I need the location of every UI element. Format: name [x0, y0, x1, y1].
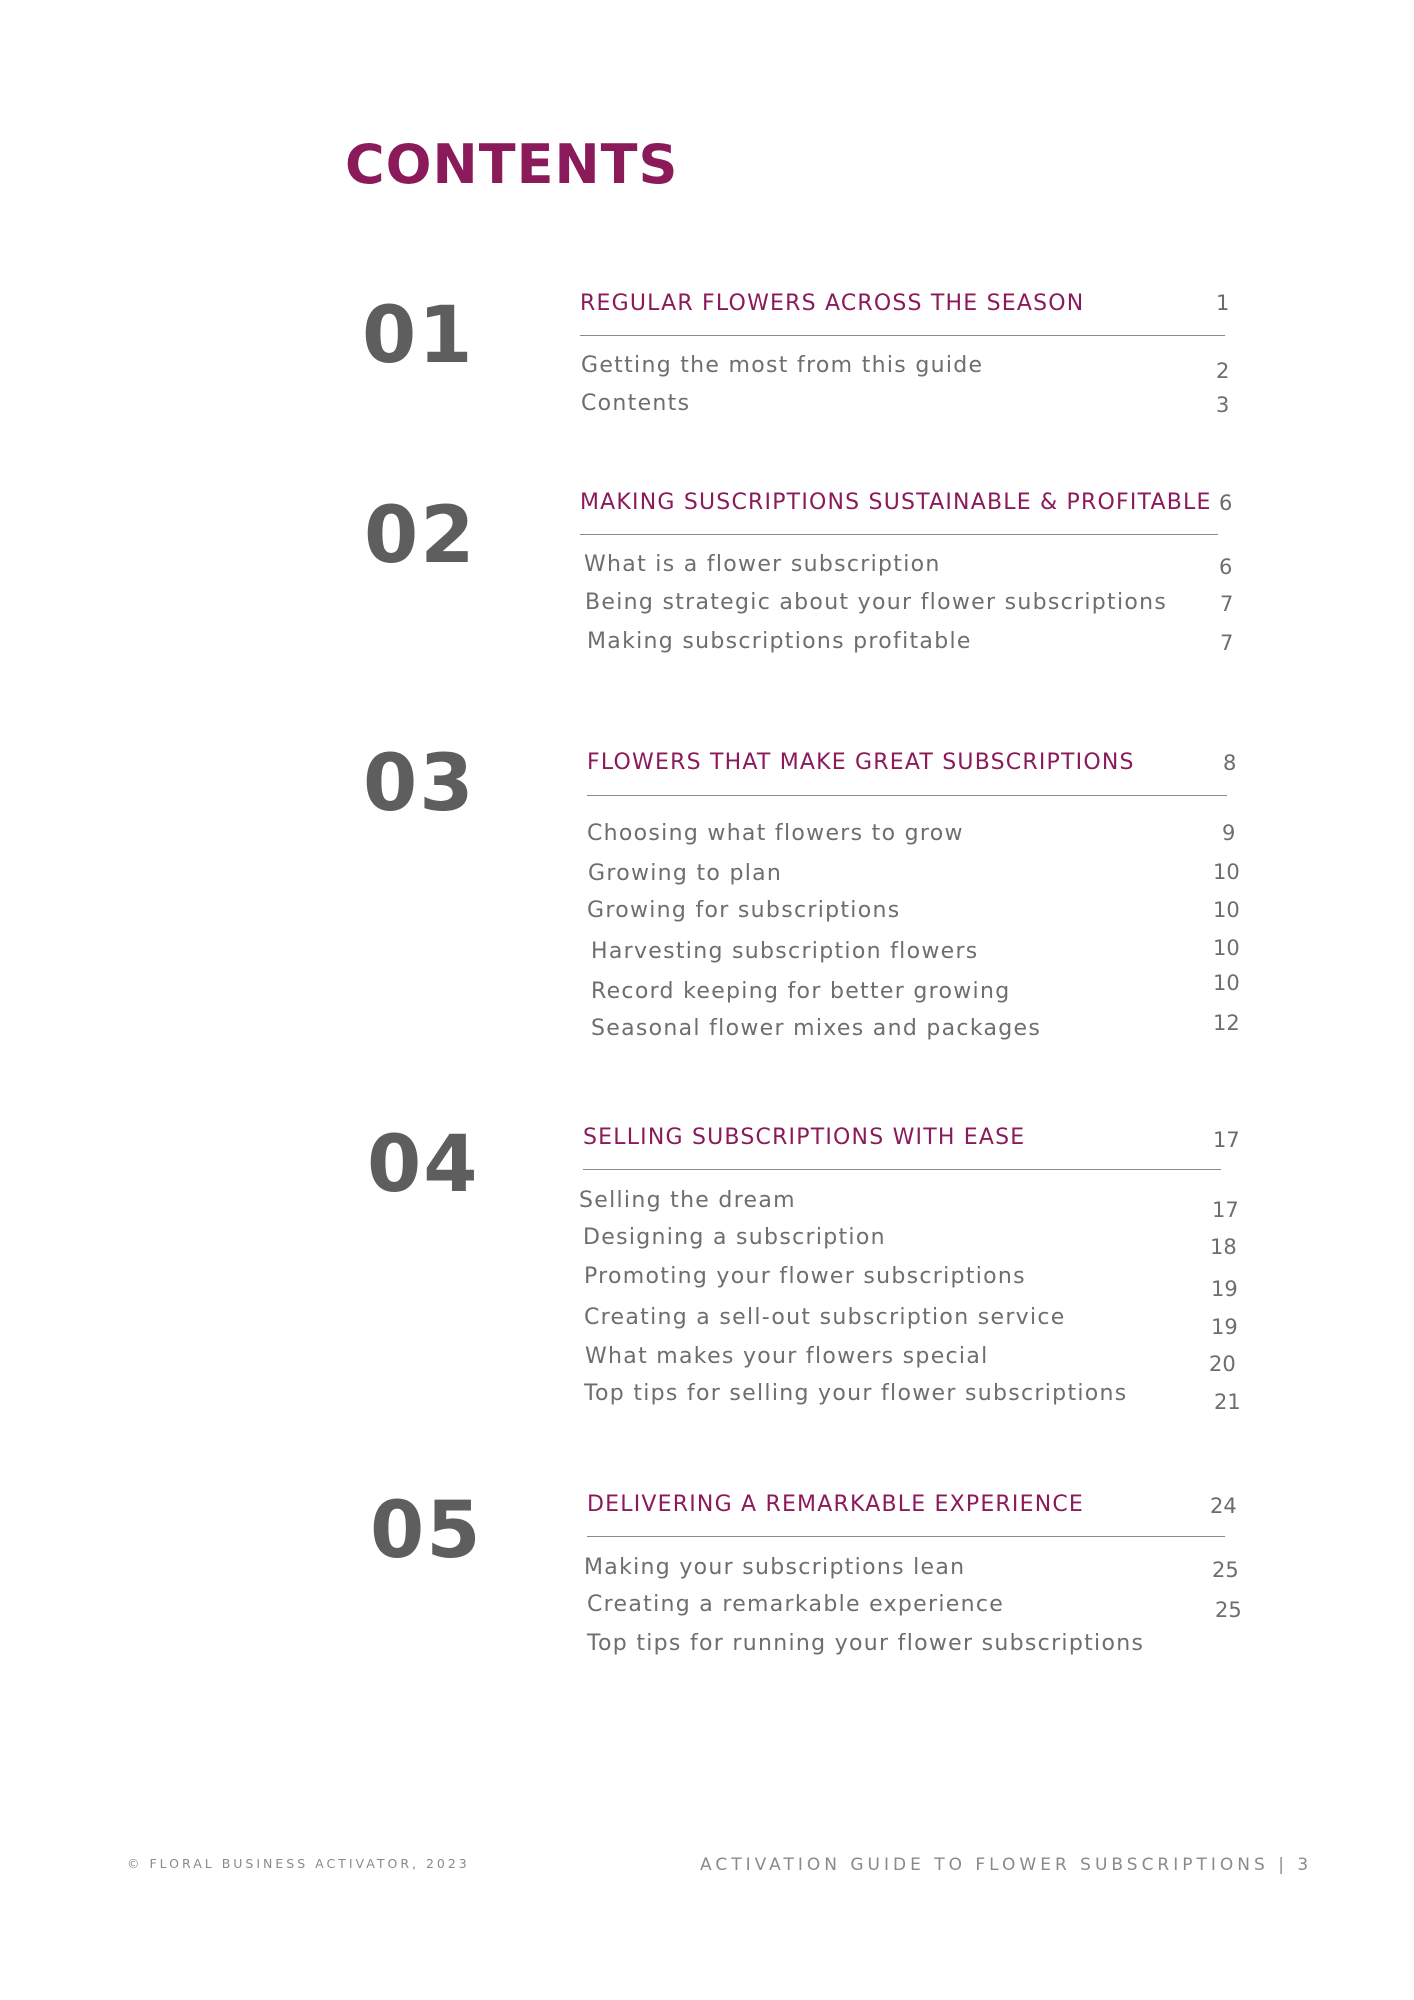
toc-entry-page: 19 [1211, 1277, 1238, 1301]
section-divider [587, 795, 1227, 796]
toc-entry[interactable]: Designing a subscription [583, 1225, 886, 1250]
section-heading[interactable]: MAKING SUSCRIPTIONS SUSTAINABLE & PROFITABLE [580, 490, 1212, 515]
toc-entry-page: 21 [1214, 1390, 1241, 1414]
section-divider [583, 1169, 1221, 1170]
section-heading[interactable]: REGULAR FLOWERS ACROSS THE SEASON [580, 291, 1085, 316]
toc-entry[interactable]: What is a flower subscription [584, 552, 941, 577]
section-number: 01 [362, 291, 475, 381]
toc-entry[interactable]: Seasonal flower mixes and packages [591, 1016, 1042, 1041]
section-number: 05 [370, 1486, 483, 1576]
toc-entry-page: 7 [1220, 592, 1234, 616]
section-page-number: 17 [1213, 1128, 1240, 1152]
section-heading[interactable]: FLOWERS THAT MAKE GREAT SUBSCRIPTIONS [587, 750, 1135, 775]
toc-entry[interactable]: Getting the most from this guide [581, 353, 984, 378]
toc-entry-page: 6 [1219, 555, 1233, 579]
section-number: 03 [363, 739, 476, 829]
toc-entry-page: 25 [1212, 1558, 1239, 1582]
page-title: CONTENTS [345, 133, 679, 196]
toc-entry[interactable]: Growing for subscriptions [587, 898, 901, 923]
toc-entry-page: 3 [1216, 393, 1230, 417]
toc-entry-page: 25 [1215, 1598, 1242, 1622]
section-divider [580, 335, 1225, 336]
toc-entry-page: 7 [1220, 631, 1234, 655]
section-page-number: 8 [1223, 751, 1237, 775]
toc-entry-page: 10 [1213, 860, 1240, 884]
toc-entry[interactable]: Choosing what flowers to grow [587, 821, 964, 846]
toc-entry[interactable]: Record keeping for better growing [591, 979, 1011, 1004]
section-page-number: 1 [1216, 291, 1230, 315]
toc-entry[interactable]: Top tips for running your flower subscriptions [587, 1631, 1145, 1656]
footer-copyright: © FLORAL BUSINESS ACTIVATOR, 2023 [127, 1856, 470, 1871]
section-page-number: 24 [1210, 1494, 1237, 1518]
toc-entry-page: 19 [1211, 1315, 1238, 1339]
toc-entry-page: 20 [1209, 1352, 1236, 1376]
toc-entry[interactable]: Being strategic about your flower subscriptions [585, 590, 1168, 615]
toc-entry-page: 10 [1213, 936, 1240, 960]
toc-entry[interactable]: Top tips for selling your flower subscriptions [584, 1381, 1128, 1406]
toc-entry[interactable]: Creating a remarkable experience [587, 1592, 1005, 1617]
toc-entry[interactable]: What makes your flowers special [585, 1344, 989, 1369]
toc-entry-page: 10 [1213, 898, 1240, 922]
section-heading[interactable]: DELIVERING A REMARKABLE EXPERIENCE [587, 1492, 1085, 1517]
toc-entry-page: 10 [1213, 971, 1240, 995]
toc-entry-page: 17 [1212, 1198, 1239, 1222]
toc-entry-page: 9 [1222, 821, 1236, 845]
toc-entry[interactable]: Creating a sell-out subscription service [584, 1305, 1066, 1330]
toc-entry[interactable]: Growing to plan [588, 861, 783, 886]
toc-entry[interactable]: Making subscriptions profitable [587, 629, 972, 654]
section-page-number: 6 [1219, 491, 1233, 515]
section-divider [587, 1536, 1225, 1537]
section-heading[interactable]: SELLING SUBSCRIPTIONS WITH EASE [583, 1125, 1026, 1150]
toc-entry-page: 18 [1210, 1235, 1237, 1259]
section-number: 02 [364, 491, 477, 581]
section-divider [580, 534, 1218, 535]
toc-entry-page: 2 [1216, 359, 1230, 383]
toc-entry-page: 12 [1213, 1011, 1240, 1035]
section-number: 04 [367, 1120, 480, 1210]
toc-entry[interactable]: Harvesting subscription flowers [591, 939, 979, 964]
footer-guide-title: ACTIVATION GUIDE TO FLOWER SUBSCRIPTIONS | 3 [700, 1855, 1313, 1875]
toc-entry[interactable]: Contents [581, 391, 691, 416]
toc-entry[interactable]: Promoting your flower subscriptions [584, 1264, 1026, 1289]
toc-entry[interactable]: Selling the dream [579, 1188, 796, 1213]
toc-entry[interactable]: Making your subscriptions lean [584, 1555, 966, 1580]
